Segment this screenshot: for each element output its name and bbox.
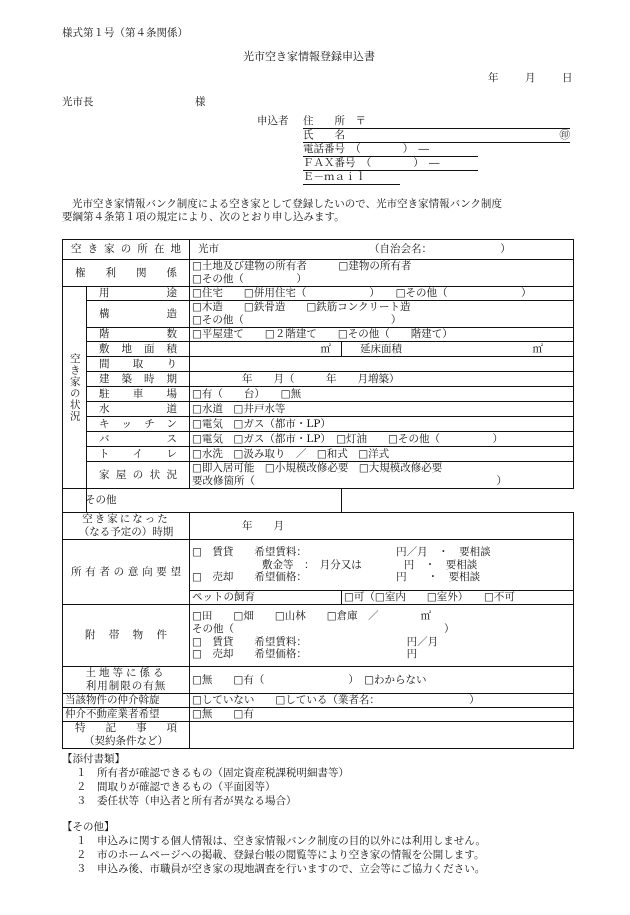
toilet-label: トイレ — [87, 447, 190, 462]
floor-area-field[interactable] — [342, 342, 574, 357]
row-rights — [63, 260, 574, 287]
application-table — [62, 239, 574, 749]
row-broker — [63, 694, 574, 708]
others-item-2: ２ 市のホームページへの掲載、登録台帳の閲覧等により空き家の情報を公開します。 — [76, 849, 485, 861]
layout-field[interactable] — [190, 357, 574, 372]
floors-field[interactable]: □平屋建て □２階建て □その他（ 階建て） — [190, 328, 574, 342]
floor-area-label: 延床面積 — [360, 342, 402, 355]
house-condition-label: 家屋の状況 — [87, 462, 190, 489]
attached-label: 附帯物件 — [63, 605, 190, 667]
floors-label: 階数 — [87, 328, 190, 342]
date-day[interactable]: 日 — [562, 72, 573, 84]
attachments-heading: 【添付書類】 — [62, 753, 125, 765]
kitchen-label: キッチン — [87, 417, 190, 432]
row-water — [63, 402, 574, 417]
row-layout — [63, 357, 574, 372]
deposit-option: 敷金等 ： 月分又は 円 ・ 要相談 — [262, 558, 478, 571]
built-label: 建築時期 — [87, 372, 190, 387]
row-area — [63, 342, 574, 357]
broker-field[interactable]: □していない □している（業者名： ） — [190, 694, 574, 708]
date-month[interactable]: 月 — [525, 72, 536, 84]
row-use — [63, 287, 574, 301]
vacant-since-field[interactable]: 年 月 — [190, 513, 574, 540]
owner-wish-field[interactable] — [190, 540, 574, 591]
attachment-item-3: ３ 委任状等（申込者と所有者が異なる場合） — [76, 795, 297, 807]
row-notes — [63, 722, 574, 749]
parking-label: 駐車場 — [87, 387, 190, 402]
others-heading: 【その他】 — [62, 821, 115, 833]
applicant-phone-label: 電話番号 （ ） ― — [303, 143, 429, 155]
applicant-phone-field[interactable] — [303, 143, 478, 157]
owner-wish-label: 所有者の意向要望 — [63, 540, 190, 605]
site-area-field[interactable]: ㎡ — [190, 342, 342, 357]
use-label: 用途 — [87, 287, 190, 301]
status-label: 空き家の状況 — [63, 287, 87, 489]
pets-field[interactable]: □可（□室内 □室外） □不可 — [342, 591, 574, 605]
attached-other: その他（ ） — [192, 622, 455, 635]
structure-label: 構造 — [87, 301, 190, 328]
location-association: （自治会名： ） — [369, 243, 511, 256]
toilet-field[interactable]: □水洗 □汲み取り ／ □和式 □洋式 — [190, 447, 574, 462]
house-condition-options: □即入居可能 □小規模改修必要 □大規模改修必要 — [192, 462, 443, 475]
restriction-field[interactable]: □無 □有（ ） □わからない — [190, 667, 574, 694]
bath-field[interactable]: □電気 □ガス（都市・LP） □灯油 □その他（ ） — [190, 432, 574, 447]
rights-label: 権利関係 — [63, 260, 190, 287]
attached-options: □田 □畑 □山林 □倉庫 ／ ㎡ — [192, 610, 432, 623]
broker-wish-field[interactable]: □無 □有 — [190, 708, 574, 722]
applicant-name-label: 氏 名 — [303, 129, 345, 141]
row-restriction — [63, 667, 574, 694]
restriction-label-1: 土地等に係る — [85, 667, 167, 680]
sale-option: □ 売却 希望価格： 円 ・ 要相談 — [192, 571, 481, 584]
floor-area-unit: ㎡ — [532, 342, 544, 355]
water-label: 水道 — [87, 402, 190, 417]
row-kitchen — [63, 417, 574, 432]
others-item-1: １ 申込みに関する個人情報は、空き家情報バンク制度の目的以外には利用しません。 — [76, 835, 486, 847]
layout-label: 間取り — [87, 357, 190, 372]
applicant-fax-label: ＦＡＸ番号 （ ） ― — [303, 157, 440, 169]
row-floors — [63, 328, 574, 342]
attachment-item-1: １ 所有者が確認できるもの（固定資産税課税明細書等） — [76, 767, 349, 779]
pets-label: ペットの飼育 — [190, 591, 342, 605]
attached-field[interactable] — [190, 605, 574, 667]
built-field[interactable]: 年 月（ 年 月増築） — [190, 372, 574, 387]
row-bath — [63, 432, 574, 447]
notes-field[interactable] — [190, 722, 574, 749]
addressee-honorific: 様 — [195, 96, 206, 108]
row-owner-wish — [63, 540, 574, 591]
structure-options-2: □その他（ ） — [192, 314, 402, 326]
rights-options-2: □その他（ ） — [192, 273, 307, 285]
row-location — [63, 240, 574, 260]
other-field[interactable] — [87, 489, 342, 513]
row-toilet — [63, 447, 574, 462]
kitchen-field[interactable]: □電気 □ガス（都市・LP） — [190, 417, 574, 432]
page-title: 光市空き家情報登録申込書 — [243, 50, 375, 63]
attached-sale: □ 売却 希望価格： 円 — [192, 648, 418, 661]
attachment-item-2: ２ 間取りが確認できるもの（平面図等） — [76, 781, 276, 793]
applicant-address-field[interactable] — [303, 115, 570, 129]
location-city: 光市 — [198, 243, 219, 256]
broker-label: 当該物件の仲介斡旋 — [63, 694, 190, 708]
notes-label — [63, 722, 190, 749]
structure-options-1: □木造 □鉄骨造 □鉄筋コンクリート造 — [192, 301, 411, 314]
form-number: 様式第１号（第４条関係） — [62, 27, 188, 39]
row-broker-wish — [63, 708, 574, 722]
notes-label-2: （契約条件など） — [84, 735, 168, 747]
rent-option: □ 賃貸 希望賃料： 円／月 ・ 要相談 — [192, 546, 491, 559]
structure-field[interactable] — [190, 301, 574, 328]
intro-line-1: 光市空き家情報バンク制度による空き家として登録したいので、光市空き家情報バンク制度 — [72, 198, 502, 210]
restriction-label-2: 利用制限の有無 — [85, 680, 167, 692]
restriction-label — [63, 667, 190, 694]
rights-field[interactable] — [190, 260, 574, 287]
parking-field[interactable]: □有（ 台） □無 — [190, 387, 574, 402]
vacant-since-label-2: （なる予定の）時期 — [78, 526, 174, 538]
location-label: 空き家の所在地 — [63, 240, 190, 260]
use-field[interactable]: □住宅 □併用住宅（ ） □その他（ ） — [190, 287, 574, 301]
row-structure — [63, 301, 574, 328]
intro-line-2: 要綱第４条第１項の規定により、次のとおり申し込みます。 — [62, 211, 345, 223]
row-parking — [63, 387, 574, 402]
attached-rent: □ 賃貸 希望賃料： 円／月 — [192, 635, 439, 648]
row-attached — [63, 605, 574, 667]
repair-location: 要改修箇所（ ） — [192, 475, 507, 487]
rights-options-1: □土地及び建物の所有者 □建物の所有者 — [192, 260, 412, 273]
row-built — [63, 372, 574, 387]
applicant-name-field[interactable] — [303, 129, 570, 143]
water-field[interactable]: □水道 □井戸水等 — [190, 402, 574, 417]
applicant-label: 申込者 — [257, 115, 289, 127]
applicant-address-label: 住 所 〒 — [303, 115, 366, 127]
bath-label: バス — [87, 432, 190, 447]
site-area-label: 敷地面積 — [87, 342, 190, 357]
location-field[interactable] — [190, 240, 574, 260]
applicant-email-label: Ｅ－ｍａｉｌ — [303, 171, 366, 183]
house-condition-field[interactable] — [190, 462, 574, 489]
broker-wish-label: 仲介不動産業者希望 — [63, 708, 190, 722]
applicant-fax-field[interactable] — [303, 157, 478, 171]
addressee: 光市長 — [62, 96, 94, 108]
applicant-email-field[interactable] — [303, 171, 400, 185]
seal-mark: ㊞ — [559, 129, 570, 141]
other-label: その他 — [63, 489, 87, 513]
row-house-condition — [63, 462, 574, 489]
others-item-3: ３ 申込み後、市職員が空き家の現地調査を行いますので、立会等にご協力ください。 — [76, 863, 486, 875]
vacant-since-label — [63, 513, 190, 540]
notes-label-1: 特記事項 — [75, 722, 177, 735]
row-other — [63, 489, 574, 513]
date-year[interactable]: 年 — [488, 72, 499, 84]
vacant-since-label-1: 空き家になった — [82, 513, 170, 526]
row-vacant-since — [63, 513, 574, 540]
